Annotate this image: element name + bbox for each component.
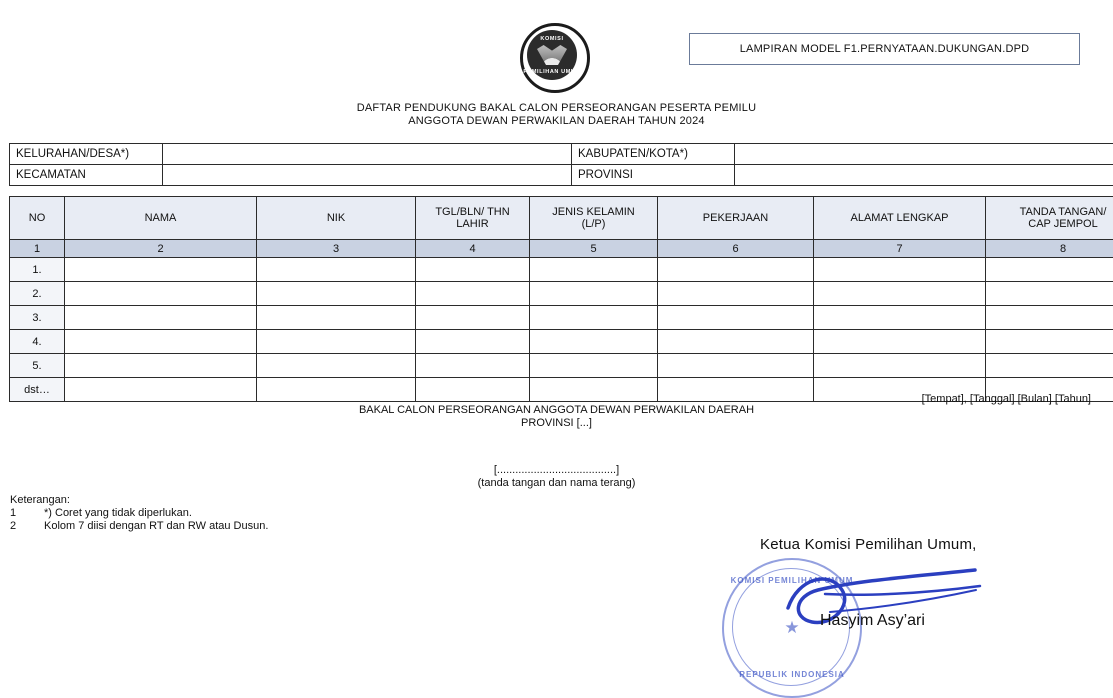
colnum-3: 3 [257, 240, 416, 258]
page-title [0, 102, 1113, 128]
cell-nama[interactable] [65, 282, 257, 306]
cell-nama[interactable] [65, 306, 257, 330]
cell-nik[interactable] [257, 306, 416, 330]
cell-nik[interactable] [257, 330, 416, 354]
candidate-title [0, 404, 1113, 430]
header-nama: NAMA [65, 197, 257, 240]
cell-no: 2. [10, 282, 65, 306]
colnum-1: 1 [10, 240, 65, 258]
header-ttd-line2: CAP JEMPOL [989, 218, 1113, 230]
cell-pekerjaan[interactable] [658, 378, 814, 402]
table-header-row [10, 197, 1113, 240]
cell-alamat[interactable] [814, 330, 986, 354]
supporters-table [9, 196, 1113, 402]
colnum-5: 5 [530, 240, 658, 258]
cell-alamat[interactable] [814, 306, 986, 330]
table-row [10, 306, 1113, 330]
colnum-8: 8 [986, 240, 1113, 258]
cell-jk[interactable] [530, 282, 658, 306]
header-tanda-tangan [986, 197, 1113, 240]
cell-tgl[interactable] [416, 258, 530, 282]
cell-nama[interactable] [65, 330, 257, 354]
header-tgl-line1: TGL/BLN/ THN [419, 206, 526, 218]
cell-ttd[interactable] [986, 330, 1113, 354]
note-number: 1 [10, 507, 44, 520]
cell-ttd[interactable] [986, 354, 1113, 378]
cell-no: 3. [10, 306, 65, 330]
logo-bottom-text: PEMILIHAN UMUM [517, 69, 587, 75]
cell-tgl[interactable] [416, 306, 530, 330]
cell-jk[interactable] [530, 258, 658, 282]
cell-nik[interactable] [257, 282, 416, 306]
header-jk-line1: JENIS KELAMIN [533, 206, 654, 218]
kpu-logo [517, 20, 587, 90]
note-item [10, 520, 268, 533]
cell-pekerjaan[interactable] [658, 354, 814, 378]
stamp-bottom-text: REPUBLIK INDONESIA [722, 670, 862, 679]
header-nik: NIK [257, 197, 416, 240]
header-jenis-kelamin [530, 197, 658, 240]
cell-alamat[interactable] [814, 282, 986, 306]
kelurahan-label: KELURAHAN/DESA*) [10, 144, 163, 165]
kpu-chairman-name: Hasyim Asy’ari [820, 612, 925, 630]
header-ttd-line1: TANDA TANGAN/ [989, 206, 1113, 218]
cell-jk[interactable] [530, 354, 658, 378]
cell-no: 1. [10, 258, 65, 282]
identity-row-1 [10, 144, 1113, 165]
colnum-2: 2 [65, 240, 257, 258]
notes-block [10, 494, 268, 533]
cell-no: dst… [10, 378, 65, 402]
colnum-6: 6 [658, 240, 814, 258]
signature-placeholder [0, 464, 1113, 490]
table-column-number-row [10, 240, 1113, 258]
kabupaten-label: KABUPATEN/KOTA*) [572, 144, 735, 165]
cell-alamat[interactable] [814, 258, 986, 282]
provinsi-value[interactable] [735, 165, 1113, 186]
note-text: Kolom 7 diisi dengan RT dan RW atau Dusun. [44, 520, 268, 533]
colnum-7: 7 [814, 240, 986, 258]
note-number: 2 [10, 520, 44, 533]
cell-nik[interactable] [257, 354, 416, 378]
cell-no: 5. [10, 354, 65, 378]
cell-jk[interactable] [530, 306, 658, 330]
cell-pekerjaan[interactable] [658, 306, 814, 330]
kelurahan-value[interactable] [163, 144, 572, 165]
cell-nik[interactable] [257, 378, 416, 402]
note-item [10, 507, 268, 520]
cell-pekerjaan[interactable] [658, 282, 814, 306]
cell-no: 4. [10, 330, 65, 354]
cell-pekerjaan[interactable] [658, 330, 814, 354]
identity-row-2 [10, 165, 1113, 186]
kpu-signature-title: Ketua Komisi Pemilihan Umum, [760, 536, 977, 553]
cell-jk[interactable] [530, 378, 658, 402]
header-pekerjaan: PEKERJAAN [658, 197, 814, 240]
table-row [10, 354, 1113, 378]
cell-ttd[interactable] [986, 282, 1113, 306]
page-title-line2: ANGGOTA DEWAN PERWAKILAN DAERAH TAHUN 2024 [0, 115, 1113, 128]
cell-jk[interactable] [530, 330, 658, 354]
table-body [10, 258, 1113, 402]
cell-nama[interactable] [65, 258, 257, 282]
table-row [10, 330, 1113, 354]
star-icon: ★ [782, 618, 802, 638]
header-jk-line2: (L/P) [533, 218, 654, 230]
colnum-4: 4 [416, 240, 530, 258]
table-row [10, 258, 1113, 282]
kecamatan-label: KECAMATAN [10, 165, 163, 186]
cell-nama[interactable] [65, 354, 257, 378]
signature-dots: [.......................................] [0, 464, 1113, 477]
identity-table [9, 143, 1113, 186]
page-title-line1: DAFTAR PENDUKUNG BAKAL CALON PERSEORANGAN PESERTA PEMILU [0, 102, 1113, 115]
notes-title: Keterangan: [10, 494, 268, 507]
cell-tgl[interactable] [416, 330, 530, 354]
cell-ttd[interactable] [986, 306, 1113, 330]
table-row [10, 282, 1113, 306]
cell-tgl[interactable] [416, 282, 530, 306]
cell-pekerjaan[interactable] [658, 258, 814, 282]
header-tgl-lahir [416, 197, 530, 240]
cell-alamat[interactable] [814, 354, 986, 378]
kecamatan-value[interactable] [163, 165, 572, 186]
header-tgl-line2: LAHIR [419, 218, 526, 230]
provinsi-label: PROVINSI [572, 165, 735, 186]
cell-nama[interactable] [65, 378, 257, 402]
candidate-title-line1: BAKAL CALON PERSEORANGAN ANGGOTA DEWAN PERWAKILAN DAERAH [0, 404, 1113, 417]
lampiran-label-box [689, 33, 1080, 65]
kabupaten-value[interactable] [735, 144, 1113, 165]
cell-tgl[interactable] [416, 378, 530, 402]
signature-caption: (tanda tangan dan nama terang) [0, 477, 1113, 490]
note-text: *) Coret yang tidak diperlukan. [44, 507, 192, 520]
header-no: NO [10, 197, 65, 240]
cell-nik[interactable] [257, 258, 416, 282]
place-date-text: [Tempat], [Tanggal] [Bulan] [Tahun] [922, 393, 1091, 405]
candidate-title-line2: PROVINSI [...] [0, 417, 1113, 430]
cell-tgl[interactable] [416, 354, 530, 378]
cell-ttd[interactable] [986, 258, 1113, 282]
stamp-top-text: KOMISI PEMILIHAN UMUM [722, 576, 862, 585]
logo-top-text: KOMISI [517, 36, 587, 42]
lampiran-label: LAMPIRAN MODEL F1.PERNYATAAN.DUKUNGAN.DPD [740, 43, 1030, 55]
header-alamat: ALAMAT LENGKAP [814, 197, 986, 240]
